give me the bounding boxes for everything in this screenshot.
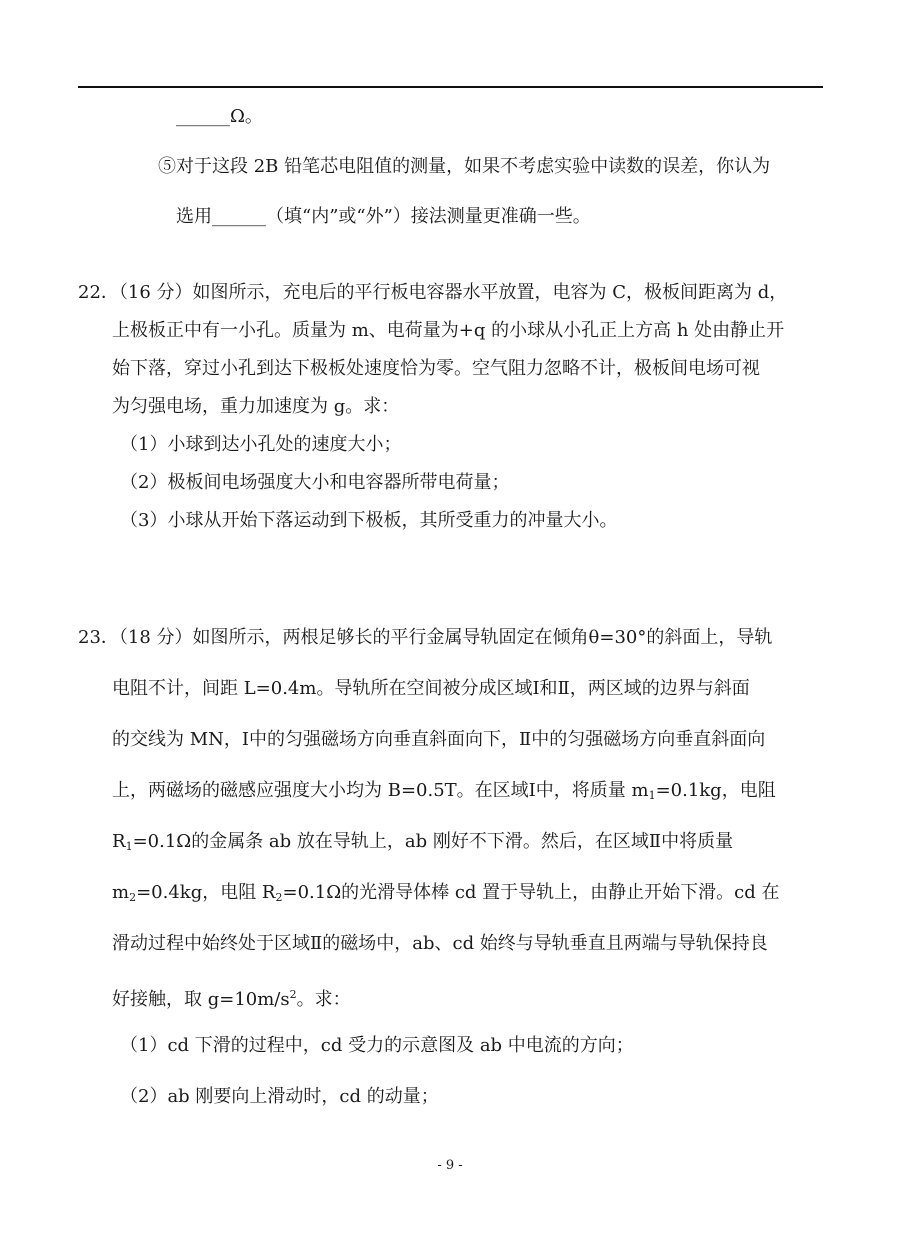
q23-line-6: $m_2=0.4kg$，电阻 $R_2=0.1\Omega$的光滑导体棒 cd 置于导轨上，由静止开始下滑。cd 在	[112, 882, 780, 904]
q23-line-5: $R_1=0.1\Omega$的金属条 ab 放在导轨上，ab 刚好不下滑。然后，在区域Ⅱ中将质量	[112, 831, 734, 853]
q22-item-1: （1）小球到达小孔处的速度大小；	[120, 434, 402, 455]
q23-line-2: 电阻不计，间距 L=0.4m。导轨所在空间被分成区域Ⅰ和Ⅱ，两区域的边界与斜面	[112, 678, 750, 699]
header-rule	[78, 86, 823, 88]
q21-item5: ⑤对于这段 2B 铅笔芯电阻值的测量，如果不考虑实验中读数的误差，你认为	[158, 156, 771, 177]
q21-blank-ohm: ______Ω。	[176, 106, 263, 127]
q21-item5-cont: 选用______（填“内”或“外”）接法测量更准确一些。	[176, 206, 591, 227]
q23-line-7: 滑动过程中始终处于区域Ⅱ的磁场中，ab、cd 始终与导轨垂直且两端与导轨保持良	[112, 933, 768, 954]
q22-line-3: 始下落，穿过小孔到达下极板处速度恰为零。空气阻力忽略不计，极板间电场可视	[112, 358, 760, 379]
q23-line-8: 好接触，取 $g=10m/s^2$。求：	[112, 988, 351, 1010]
q23-line-3: 的交线为 MN，Ⅰ中的匀强磁场方向垂直斜面向下，Ⅱ中的匀强磁场方向垂直斜面向	[112, 729, 766, 750]
q22-item-2: （2）极板间电场强度大小和电容器所带电荷量；	[120, 472, 510, 493]
page-number: - 9 -	[437, 1158, 463, 1173]
q22-line-4: 为匀强电场，重力加速度为 g。求：	[112, 396, 400, 417]
q23-line-4: 上，两磁场的磁感应强度大小均为 B=0.5T。在区域Ⅰ中，将质量 $m_1=0.1kg$，电阻	[112, 780, 776, 802]
q23-item-2: （2）ab 刚要向上滑动时，cd 的动量；	[120, 1086, 439, 1107]
q22-item-3: （3）小球从开始下落运动到下极板，其所受重力的冲量大小。	[120, 510, 618, 531]
q22-line-2: 上极板正中有一小孔。质量为 m、电荷量为+q 的小球从小孔正上方高 h 处由静止开	[112, 320, 785, 341]
q22-line-1: 22．（16 分）如图所示，充电后的平行板电容器水平放置，电容为 C，极板间距离为 d，	[78, 282, 788, 303]
q23-item-1: （1）cd 下滑的过程中，cd 受力的示意图及 ab 中电流的方向；	[120, 1035, 634, 1056]
q23-line-1: 23．（18 分）如图所示，两根足够长的平行金属导轨固定在倾角θ=30°的斜面上，导轨	[78, 627, 773, 648]
